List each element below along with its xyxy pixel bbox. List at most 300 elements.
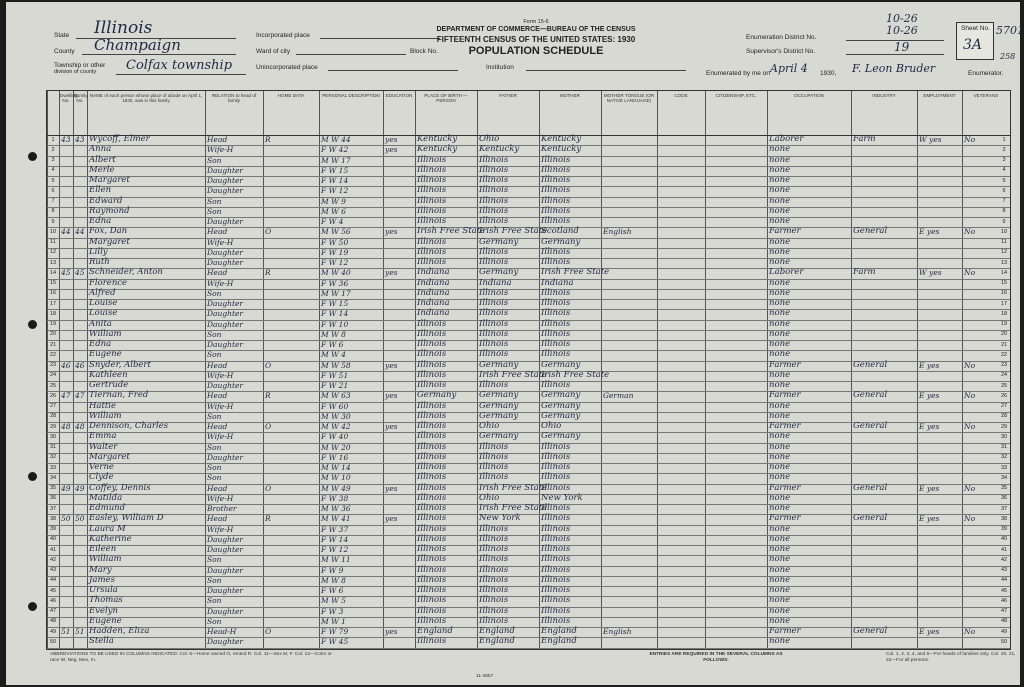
cell-relation: Son [207, 206, 222, 216]
row-number-right: 23 [1000, 362, 1008, 368]
cell-industry: General [853, 626, 888, 636]
cell-veterans: No [964, 422, 976, 431]
row-number-right: 27 [1000, 403, 1008, 409]
cell-mother-birth: Kentucky [541, 134, 582, 144]
cell-sex-age: M W 36 [321, 504, 351, 513]
cell-person-birth: Illinois [417, 513, 447, 524]
cell-father-birth: Germany [479, 236, 519, 247]
cell-mother-birth: Illinois [541, 318, 571, 329]
row-number: 49 [49, 628, 57, 635]
cell-occupation: none [769, 492, 791, 503]
cell-father-birth: Illinois [479, 462, 509, 472]
cell-mother-birth: Illinois [541, 554, 571, 565]
cell-relation: Son [207, 596, 222, 606]
row-number-right: 48 [1000, 618, 1008, 625]
punch-hole [28, 472, 37, 481]
cell-father-birth: England [479, 636, 515, 647]
sheet-number-box [956, 22, 994, 60]
cell-relation: Wife-H [207, 278, 234, 288]
cell-relation: Daughter [207, 545, 243, 554]
cell-name: Florence [89, 277, 128, 288]
cell-relation: Wife-H [207, 401, 234, 411]
cell-mother-birth: Illinois [541, 513, 571, 524]
cell-mother-birth: Illinois [541, 298, 571, 308]
cell-sex-age: F W 10 [321, 319, 349, 329]
row-number: 19 [49, 321, 57, 327]
cell-father-birth: Germany [479, 400, 519, 411]
cell-father-birth: Illinois [479, 154, 509, 165]
cell-person-birth: Illinois [417, 369, 447, 380]
row-number: 26 [49, 392, 57, 399]
cell-occupation: none [769, 503, 791, 513]
cell-employment: E yes [919, 391, 940, 401]
cell-occupation: Farmer [769, 390, 801, 401]
row-number-right: 1 [1002, 136, 1006, 143]
cell-mother-birth: Ohio [541, 421, 562, 431]
cell-tongue: English [603, 227, 632, 237]
cell-father-birth: Ohio [479, 421, 500, 431]
cell-mother-birth: Illinois [541, 175, 571, 185]
row-number: 25 [49, 382, 57, 389]
cell-father-birth: New York [479, 513, 521, 524]
cell-father-birth: Illinois [479, 533, 509, 544]
row-number: 29 [49, 423, 57, 430]
cell-name: Anita [89, 318, 112, 329]
cell-industry: General [853, 226, 888, 237]
column-header-home: HOME DATA [277, 93, 305, 98]
cell-mother-birth: Illinois [541, 564, 571, 575]
cell-relation: Head [207, 483, 228, 493]
row-number-right: 12 [1000, 249, 1008, 256]
cell-relation: Brother [207, 504, 237, 513]
cell-home: O [265, 627, 272, 636]
cell-occupation: none [769, 308, 791, 319]
cell-industry: General [853, 359, 888, 370]
cell-person-birth: Germany [417, 390, 457, 401]
cell-family: 49 [75, 483, 85, 493]
cell-dwelling: 47 [61, 391, 71, 401]
row-number-right: 34 [1000, 474, 1008, 481]
cell-name: Margaret [89, 175, 130, 185]
cell-occupation: none [769, 205, 791, 216]
cell-sex-age: F W 14 [321, 309, 349, 319]
cell-person-birth: Illinois [417, 164, 447, 175]
cell-person-birth: Illinois [417, 318, 447, 329]
cell-father-birth: Illinois [479, 175, 509, 185]
cell-name: Tiernan, Fred [89, 390, 149, 401]
cell-sex-age: F W 9 [321, 565, 344, 575]
cell-name: Gertrude [89, 380, 129, 390]
enumeration-district-value: 10-26 [886, 24, 918, 37]
cell-relation: Wife-H [207, 524, 234, 534]
cell-mother-birth: Illinois [541, 472, 571, 483]
row-number: 16 [49, 290, 57, 297]
cell-relation: Head [207, 360, 228, 370]
cell-family: 48 [75, 422, 85, 431]
cell-person-birth: Indiana [417, 298, 450, 308]
cell-sex-age: M W 58 [321, 360, 351, 370]
cell-name: Ellen [89, 185, 112, 196]
row-number-right: 39 [1000, 526, 1008, 532]
sheet-value: 3A [963, 37, 983, 53]
enumeration-district-label: Enumeration District No. [746, 34, 817, 41]
cell-sex-age: M W 1 [321, 616, 346, 626]
cell-industry: General [853, 390, 888, 401]
cell-person-birth: Indiana [417, 277, 450, 288]
township-value: Colfax township [126, 58, 233, 73]
cell-person-birth: Indiana [417, 287, 450, 298]
cell-person-birth: Illinois [417, 154, 447, 165]
cell-name: William [89, 328, 122, 339]
cell-occupation: none [769, 462, 791, 472]
row-number-right: 4 [1002, 167, 1006, 174]
row-number: 33 [49, 464, 57, 471]
cell-father-birth: Illinois [479, 216, 509, 226]
cell-occupation: none [769, 400, 791, 411]
cell-mother-birth: Illinois [541, 308, 571, 319]
cell-veterans: No [964, 227, 976, 237]
row-number: 3 [51, 157, 55, 163]
cell-relation: Son [207, 329, 222, 339]
cell-relation: Daughter [207, 381, 243, 390]
cell-sex-age: F W 12 [321, 545, 349, 554]
cell-father-birth: Irish Free State [479, 482, 548, 493]
cell-person-birth: Illinois [417, 492, 447, 503]
row-number: 32 [49, 454, 57, 461]
row-number-right: 50 [1000, 638, 1008, 645]
cell-relation: Son [207, 575, 222, 585]
cell-name: William [89, 410, 122, 421]
cell-sex-age: F W 15 [321, 165, 349, 175]
row-number-right: 11 [1001, 239, 1007, 245]
cell-name: Raymond [89, 205, 130, 216]
cell-sex-age: M W 17 [321, 155, 351, 165]
cell-father-birth: Illinois [479, 544, 509, 554]
cell-relation: Son [207, 288, 222, 298]
cell-sex-age: F W 40 [321, 432, 349, 442]
cell-sex-age: M W 9 [321, 196, 346, 206]
cell-mother-birth: Irish Free State [541, 369, 610, 380]
cell-relation: Head [207, 514, 228, 524]
row-number-right: 42 [1000, 556, 1008, 563]
cell-sex-age: M W 56 [321, 227, 351, 237]
cell-education: yes [385, 268, 398, 278]
row-number-right: 7 [1002, 198, 1006, 204]
punch-hole [28, 152, 37, 161]
state-value: Illinois [94, 18, 153, 38]
row-number: 8 [51, 208, 55, 215]
cell-veterans: No [964, 627, 976, 636]
cell-sex-age: F W 36 [321, 278, 349, 288]
cell-relation: Head [207, 135, 228, 144]
cell-mother-birth: Scotland [541, 226, 579, 237]
cell-home: O [265, 483, 272, 493]
cell-sex-age: F W 50 [321, 237, 349, 247]
county-label: County [54, 48, 75, 55]
row-number: 24 [49, 372, 57, 379]
cell-person-birth: Illinois [417, 175, 447, 185]
row-number: 37 [49, 505, 57, 512]
cell-father-birth: Illinois [479, 185, 509, 196]
cell-veterans: No [964, 483, 976, 493]
row-number-right: 22 [1000, 351, 1008, 358]
cell-name: Katherine [89, 533, 132, 544]
cell-father-birth: Illinois [479, 564, 509, 575]
cell-occupation: none [769, 595, 791, 606]
cell-father-birth: Illinois [479, 523, 509, 534]
cell-relation: Head [207, 391, 228, 401]
row-number-right: 45 [1000, 587, 1008, 594]
page-number: 258 [1000, 52, 1016, 61]
cell-name: Coffey, Dennis [89, 482, 151, 493]
cell-mother-birth: Illinois [541, 380, 571, 390]
cell-mother-birth: Illinois [541, 503, 571, 513]
cell-mother-birth: Illinois [541, 451, 571, 462]
row-number: 2 [51, 146, 55, 153]
cell-occupation: none [769, 574, 791, 585]
cell-mother-birth: Indiana [541, 277, 574, 288]
row-number: 17 [49, 300, 57, 307]
cell-father-birth: Illinois [479, 195, 509, 206]
column-header-codes: CODE [674, 93, 688, 98]
cell-relation: Daughter [207, 534, 243, 544]
cell-father-birth: Ohio [479, 134, 500, 144]
cell-employment: E yes [919, 483, 940, 493]
columns-note: Col. 1, 2, 3, 4, and 5—For heads of families only. Col. 20, 21, 22—For all persons. [886, 652, 1016, 663]
cell-name: Thomas [89, 595, 123, 606]
cell-father-birth: Illinois [479, 441, 509, 452]
cell-name: Edna [89, 339, 112, 349]
cell-sex-age: M W 11 [321, 555, 351, 565]
cell-occupation: none [769, 298, 791, 308]
row-number-right: 21 [1000, 341, 1008, 348]
cell-education: yes [385, 627, 398, 636]
year-label: 1930, [820, 70, 837, 77]
cell-person-birth: Illinois [417, 349, 447, 360]
cell-home: R [265, 268, 271, 278]
cell-relation: Daughter [207, 258, 243, 267]
cell-person-birth: Illinois [417, 636, 447, 647]
cell-sex-age: F W 12 [321, 258, 349, 267]
row-number-right: 6 [1002, 187, 1006, 194]
row-number: 42 [49, 556, 57, 563]
cell-education: yes [385, 227, 398, 237]
cell-industry: Farm [853, 134, 876, 144]
column-header-dwelling: Dwelling No. [60, 93, 78, 104]
cell-employment: E yes [919, 227, 940, 237]
cell-family: 51 [75, 627, 85, 636]
cell-relation: Daughter [207, 319, 243, 329]
cell-name: Matilda [89, 492, 123, 503]
cell-sex-age: F W 60 [321, 401, 349, 411]
cell-mother-birth: Illinois [541, 154, 571, 165]
cell-father-birth: Illinois [479, 615, 509, 626]
cell-person-birth: England [417, 626, 453, 636]
cell-family: 44 [75, 227, 85, 237]
district-note: 10-26 [886, 12, 918, 25]
cell-occupation: none [769, 185, 791, 196]
row-number: 6 [51, 187, 55, 194]
cell-father-birth: Illinois [479, 349, 509, 360]
column-header-veterans: VETERANS [973, 93, 999, 98]
cell-relation: Wife-H [207, 237, 234, 247]
cell-person-birth: Irish Free State [417, 226, 486, 237]
cell-occupation: none [769, 175, 791, 185]
row-number-right: 18 [1000, 310, 1008, 317]
cell-sex-age: F W 79 [321, 627, 349, 636]
cell-mother-birth: Illinois [541, 441, 571, 452]
cell-father-birth: Irish Free State [479, 503, 548, 513]
row-number-right: 5 [1002, 177, 1006, 184]
cell-mother-birth: Germany [541, 359, 581, 370]
cell-sex-age: M W 8 [321, 575, 346, 585]
cell-relation: Son [207, 442, 222, 452]
cell-father-birth: Illinois [479, 595, 509, 606]
cell-sex-age: F W 4 [321, 217, 344, 226]
row-number: 18 [49, 310, 57, 317]
cell-father-birth: Illinois [479, 205, 509, 216]
row-number: 39 [49, 526, 57, 532]
cell-occupation: none [769, 318, 791, 329]
cell-relation: Daughter [207, 165, 243, 175]
cell-sex-age: F W 19 [321, 247, 349, 257]
cell-sex-age: M W 5 [321, 596, 346, 606]
cell-relation: Son [207, 616, 222, 626]
cell-sex-age: F W 42 [321, 145, 349, 155]
cell-industry: General [853, 482, 888, 493]
cell-father-birth: Kentucky [479, 144, 520, 155]
cell-dwelling: 51 [61, 627, 71, 636]
cell-occupation: Laborer [769, 134, 804, 144]
row-number-right: 32 [1000, 454, 1008, 461]
cell-mother-birth: Illinois [541, 195, 571, 206]
cell-person-birth: Illinois [417, 574, 447, 585]
cell-name: Anna [89, 144, 112, 155]
cell-occupation: none [769, 585, 791, 595]
cell-mother-birth: Illinois [541, 287, 571, 298]
cell-home: O [265, 360, 272, 370]
row-number-right: 41 [1000, 546, 1008, 553]
cell-occupation: none [769, 636, 791, 647]
cell-person-birth: Illinois [417, 544, 447, 554]
cell-employment: W yes [919, 268, 942, 278]
unincorporated-label: Unincorporated place [256, 64, 318, 71]
row-number: 41 [49, 546, 57, 553]
cell-person-birth: Illinois [417, 410, 447, 421]
cell-name: Emma [89, 431, 117, 442]
cell-sex-age: M W 14 [321, 463, 351, 472]
cell-occupation: Farmer [769, 513, 801, 524]
cell-relation: Wife-H [207, 432, 234, 442]
cell-occupation: Farmer [769, 482, 801, 493]
row-number: 31 [49, 444, 57, 450]
row-number: 4 [51, 167, 55, 174]
cell-occupation: none [769, 349, 791, 360]
cell-mother-birth: Illinois [541, 205, 571, 216]
cell-name: Eileen [89, 544, 117, 554]
cell-person-birth: Illinois [417, 482, 447, 493]
cell-name: Snyder, Albert [89, 359, 151, 370]
row-number-right: 24 [1000, 372, 1008, 379]
row-number: 22 [49, 351, 57, 358]
cell-father-birth: Illinois [479, 451, 509, 462]
cell-name: Evelyn [89, 605, 119, 616]
column-header-employment: EMPLOYMENT [923, 93, 956, 98]
row-number-right: 10 [1000, 228, 1008, 235]
row-number-right: 15 [1000, 280, 1008, 286]
row-number-right: 8 [1002, 208, 1006, 215]
entries-note: ENTRIES ARE REQUIRED IN THE SEVERAL COLUMNS AS FOLLOWS: [649, 652, 783, 663]
cell-mother-birth: Illinois [541, 328, 571, 339]
cell-mother-birth: Germany [541, 390, 581, 401]
cell-person-birth: Illinois [417, 205, 447, 216]
cell-father-birth: Illinois [479, 164, 509, 175]
cell-person-birth: Illinois [417, 564, 447, 575]
cell-mother-birth: Illinois [541, 164, 571, 175]
punch-hole [28, 320, 37, 329]
row-number: 23 [49, 362, 57, 368]
cell-occupation: Farmer [769, 421, 801, 431]
cell-person-birth: Illinois [417, 431, 447, 442]
census-title: FIFTEENTH CENSUS OF THE UNITED STATES: 1930 [436, 35, 636, 44]
supervisor-district-label: Supervisor's District No. [746, 48, 816, 55]
cell-father-birth: Illinois [479, 318, 509, 329]
cell-occupation: none [769, 154, 791, 165]
cell-family: 46 [75, 360, 85, 370]
cell-father-birth: Illinois [479, 298, 509, 308]
cell-relation: Daughter [207, 299, 243, 308]
cell-person-birth: Illinois [417, 236, 447, 247]
cell-relation: Wife-H [207, 145, 234, 155]
row-number: 34 [49, 474, 57, 481]
cell-mother-birth: New York [541, 492, 583, 503]
print-code: 11-4657 [476, 674, 494, 679]
cell-sex-age: F W 6 [321, 586, 344, 595]
cell-mother-birth: Illinois [541, 216, 571, 226]
cell-relation: Son [207, 196, 222, 206]
cell-person-birth: Indiana [417, 308, 450, 319]
incorporated-label: Incorporated place [256, 32, 310, 39]
row-number: 30 [49, 433, 57, 440]
row-number: 28 [49, 413, 57, 420]
cell-sex-age: M W 30 [321, 411, 351, 421]
row-number-right: 3 [1002, 157, 1006, 163]
cell-mother-birth: Germany [541, 236, 581, 247]
cell-person-birth: Illinois [417, 246, 447, 257]
cell-family: 50 [75, 514, 85, 524]
cell-dwelling: 48 [61, 422, 71, 431]
cell-sex-age: F W 14 [321, 176, 349, 185]
cell-name: Clyde [89, 472, 114, 483]
cell-father-birth: Illinois [479, 339, 509, 349]
cell-name: Eugene [89, 615, 122, 626]
row-divider [47, 648, 1010, 649]
enumerator-label: Enumerator. [968, 70, 1004, 77]
cell-occupation: none [769, 328, 791, 339]
cell-person-birth: Illinois [417, 472, 447, 483]
cell-mother-birth: Illinois [541, 246, 571, 257]
division-label: division of county [54, 69, 97, 75]
cell-mother-birth: Germany [541, 410, 581, 421]
cell-mother-birth: Illinois [541, 533, 571, 544]
cell-name: Albert [89, 154, 116, 165]
column-header-education: EDUCATION [385, 93, 413, 98]
cell-name: Ruth [89, 257, 110, 267]
cell-name: Louise [89, 298, 118, 308]
cell-occupation: none [769, 523, 791, 534]
row-number: 35 [49, 485, 57, 491]
cell-father-birth: Ohio [479, 492, 500, 503]
